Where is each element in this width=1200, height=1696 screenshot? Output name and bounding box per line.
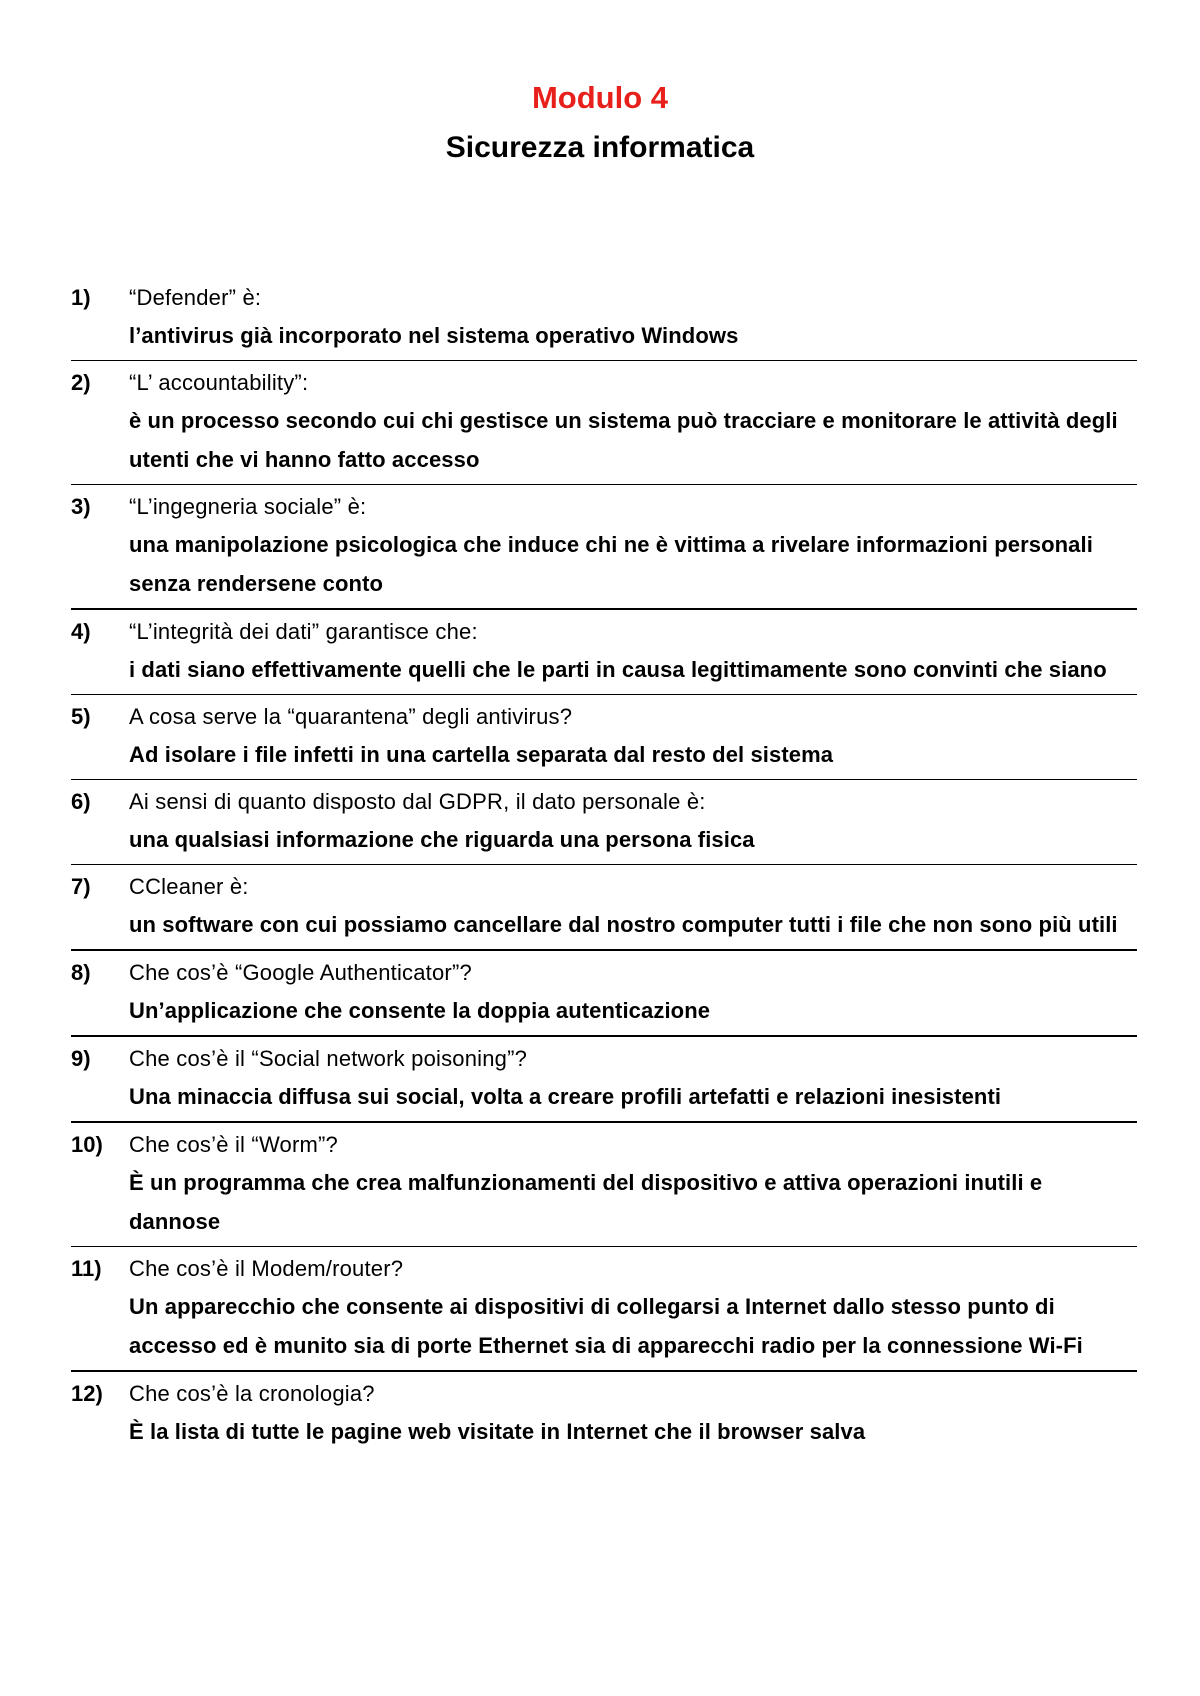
qa-item [71, 1372, 1137, 1456]
qa-item [71, 951, 1137, 1037]
qa-question: Che cos’è “Google Authenticator”? [129, 960, 472, 985]
qa-question: CCleaner è: [129, 874, 249, 899]
qa-number: 5) [71, 704, 91, 729]
qa-number: 11) [71, 1256, 102, 1281]
qa-number: 7) [71, 874, 91, 899]
qa-number: 4) [71, 619, 91, 644]
qa-question: “L’ingegneria sociale” è: [129, 494, 367, 519]
qa-answer: una manipolazione psicologica che induce chi ne è vittima a rivelare informazioni personali senza rendersene conto [129, 532, 1093, 596]
qa-answer: un software con cui possiamo cancellare dal nostro computer tutti i file che non sono più utili [129, 912, 1118, 937]
qa-number: 8) [71, 960, 91, 985]
qa-answer: una qualsiasi informazione che riguarda una persona fisica [129, 827, 755, 852]
qa-answer: È un programma che crea malfunzionamenti del dispositivo e attiva operazioni inutili e dannose [129, 1170, 1043, 1234]
qa-item [71, 865, 1137, 951]
qa-answer: È la lista di tutte le pagine web visitate in Internet che il browser salva [129, 1419, 866, 1444]
qa-question: “L’integrità dei dati” garantisce che: [129, 619, 478, 644]
qa-answer: Ad isolare i file infetti in una cartella separata dal resto del sistema [129, 742, 834, 767]
qa-answer: è un processo secondo cui chi gestisce un sistema può tracciare e monitorare le attività degli utenti che vi hanno fatto accesso [129, 408, 1118, 472]
page-title: Modulo 4 [531, 80, 669, 115]
qa-answer: Un’applicazione che consente la doppia autenticazione [129, 998, 711, 1023]
qa-item [71, 279, 1137, 361]
qa-item [71, 361, 1137, 485]
qa-item [71, 1247, 1137, 1372]
qa-question: Che cos’è il Modem/router? [129, 1256, 404, 1281]
qa-number: 2) [71, 370, 91, 395]
qa-number: 12) [71, 1381, 103, 1406]
qa-answer: Un apparecchio che consente ai dispositivi di collegarsi a Internet dallo stesso punto di accesso ed è munito sia di porte Ethernet sia di apparecchi radio per la connessione Wi-Fi [129, 1294, 1083, 1358]
qa-question: A cosa serve la “quarantena” degli antivirus? [129, 704, 573, 729]
qa-item [71, 780, 1137, 865]
qa-question: “L’ accountability”: [129, 370, 309, 395]
qa-question: Che cos’è il “Social network poisoning”? [129, 1046, 528, 1071]
qa-answer: i dati siano effettivamente quelli che le parti in causa legittimamente sono convinti che siano [129, 657, 1107, 682]
qa-item [71, 695, 1137, 780]
qa-question: “Defender” è: [129, 285, 262, 310]
qa-question: Che cos’è la cronologia? [129, 1381, 375, 1406]
page-subtitle: Sicurezza informatica [445, 131, 755, 164]
qa-item [71, 1037, 1137, 1123]
qa-question: Ai sensi di quanto disposto dal GDPR, il dato personale è: [129, 789, 706, 814]
qa-question: Che cos’è il “Worm”? [129, 1132, 338, 1157]
qa-answer: l’antivirus già incorporato nel sistema operativo Windows [129, 323, 739, 348]
qa-item [71, 485, 1137, 610]
qa-list [71, 279, 1137, 1456]
qa-number: 6) [71, 789, 91, 814]
qa-number: 9) [71, 1046, 91, 1071]
qa-item [71, 610, 1137, 695]
qa-number: 1) [71, 285, 91, 310]
qa-item [71, 1123, 1137, 1247]
qa-answer: Una minaccia diffusa sui social, volta a creare profili artefatti e relazioni inesistenti [129, 1084, 1002, 1109]
qa-number: 10) [71, 1132, 103, 1157]
qa-number: 3) [71, 494, 91, 519]
